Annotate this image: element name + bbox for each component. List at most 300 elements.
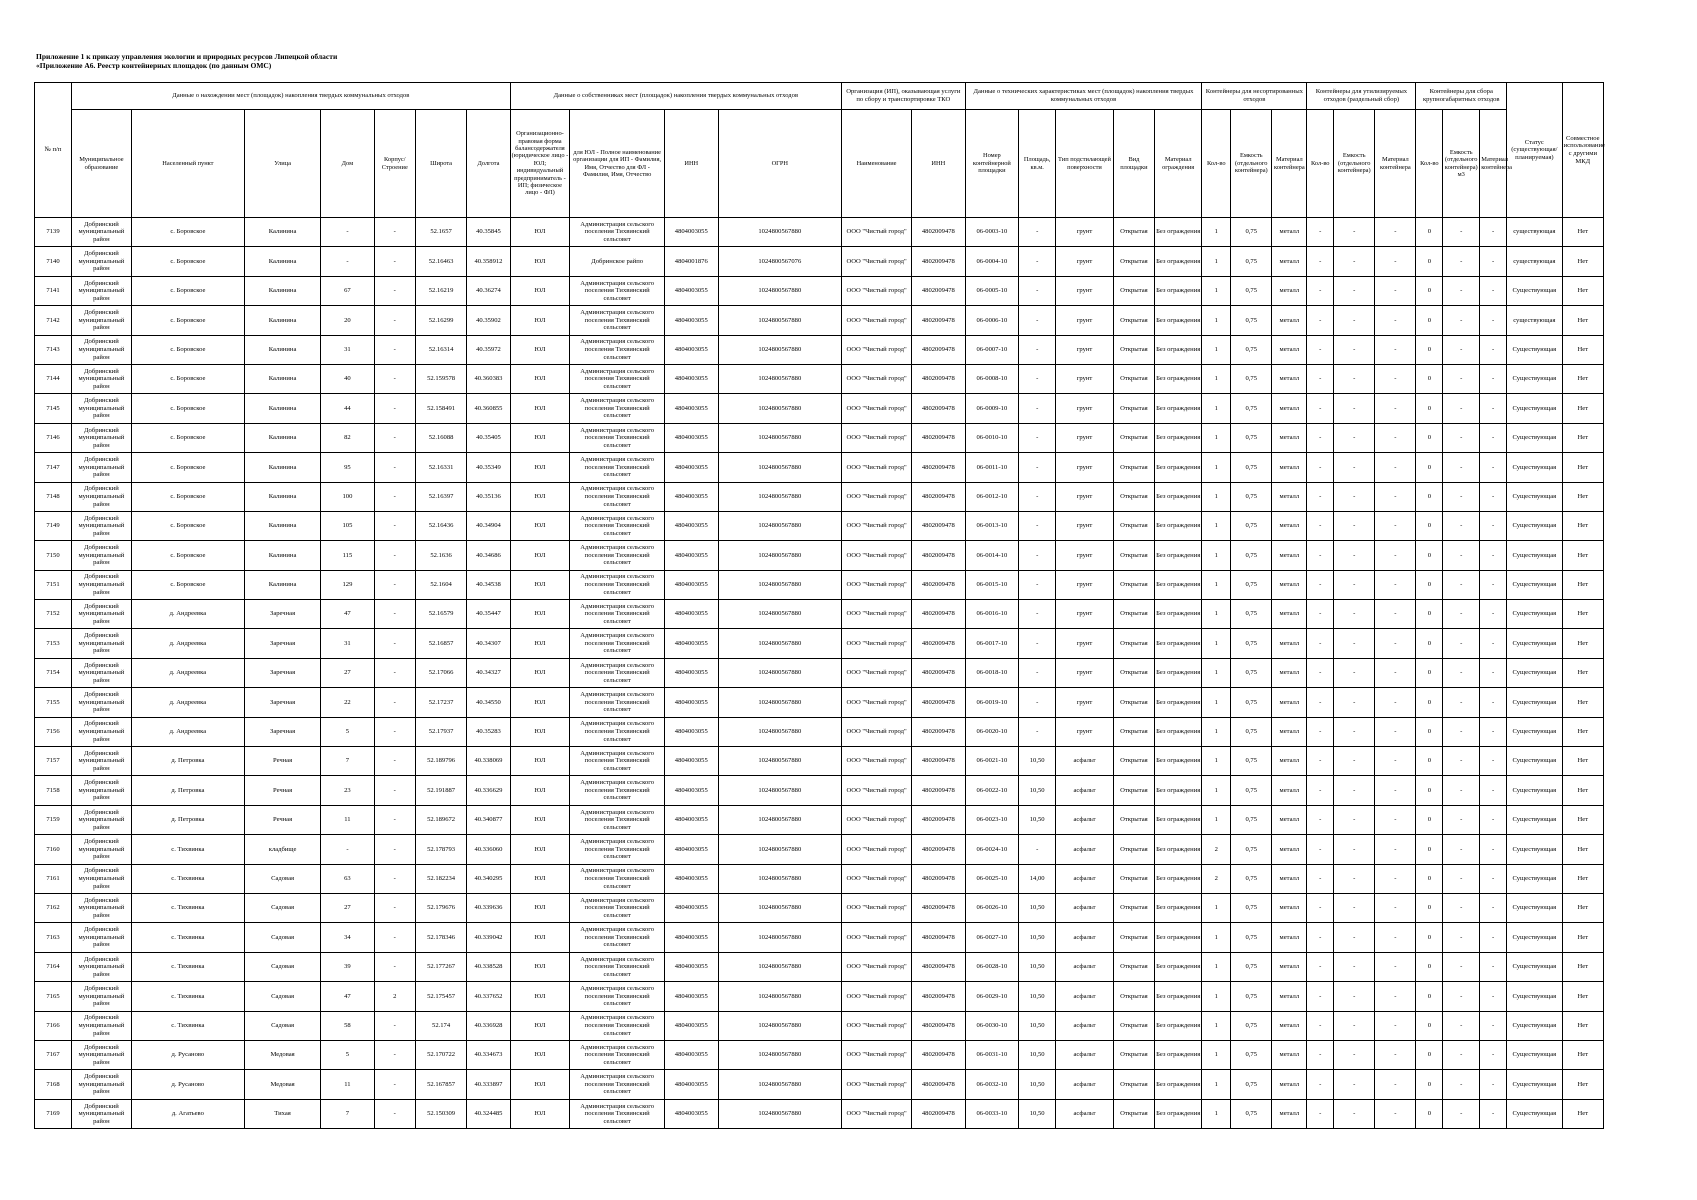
table-cell: 52.16397 bbox=[415, 482, 466, 511]
header-shared: Совместное использование с другими МКД bbox=[1562, 83, 1603, 218]
table-cell: 4802009478 bbox=[912, 570, 966, 599]
table-cell: Администрация сельского поселения Тихвинский сельсовет bbox=[570, 1099, 665, 1128]
table-cell: Без ограждения bbox=[1155, 218, 1202, 247]
table-cell: асфальт bbox=[1056, 1011, 1114, 1040]
table-cell: - bbox=[374, 482, 415, 511]
table-cell: - bbox=[1307, 982, 1334, 1011]
table-cell: Без ограждения bbox=[1155, 747, 1202, 776]
header-bulky-capacity: Емкость (отдельного контейнера) м3 bbox=[1443, 110, 1480, 218]
table-cell: 52.174 bbox=[415, 1011, 466, 1040]
table-cell: 52.178793 bbox=[415, 835, 466, 864]
table-cell: Без ограждения bbox=[1155, 982, 1202, 1011]
table-cell: Администрация сельского поселения Тихвинский сельсовет bbox=[570, 835, 665, 864]
table-cell: металл bbox=[1272, 570, 1307, 599]
table-cell: ООО "Чистый город" bbox=[842, 482, 912, 511]
table-cell: Добринский муниципальный район bbox=[72, 423, 132, 452]
table-cell: Нет bbox=[1562, 394, 1603, 423]
table-cell: 1024800567880 bbox=[718, 218, 842, 247]
table-cell: - bbox=[1443, 423, 1480, 452]
table-cell: Открытая bbox=[1113, 394, 1154, 423]
table-cell: 0,75 bbox=[1231, 541, 1272, 570]
table-cell: Без ограждения bbox=[1155, 364, 1202, 393]
table-cell: 1024800567880 bbox=[718, 923, 842, 952]
table-cell: с. Боровское bbox=[131, 511, 244, 540]
table-cell: 06-0024-10 bbox=[965, 835, 1019, 864]
table-cell: 129 bbox=[321, 570, 375, 599]
table-cell: - bbox=[374, 864, 415, 893]
table-cell: - bbox=[1307, 394, 1334, 423]
table-cell: Открытая bbox=[1113, 629, 1154, 658]
table-cell: - bbox=[1019, 482, 1056, 511]
table-cell: 1 bbox=[1202, 247, 1231, 276]
table-cell: Добринский муниципальный район bbox=[72, 306, 132, 335]
table-cell: Существующая bbox=[1507, 805, 1563, 834]
table-cell: ООО "Чистый город" bbox=[842, 982, 912, 1011]
table-cell: Без ограждения bbox=[1155, 482, 1202, 511]
table-cell: металл bbox=[1272, 1099, 1307, 1128]
table-cell: Существующая bbox=[1507, 600, 1563, 629]
table-cell: 52.16857 bbox=[415, 629, 466, 658]
table-cell: Садовая bbox=[244, 1011, 320, 1040]
table-cell: 44 bbox=[321, 394, 375, 423]
table-cell: 1024800567880 bbox=[718, 482, 842, 511]
table-cell: Существующая bbox=[1507, 747, 1563, 776]
table-cell: 4802009478 bbox=[912, 952, 966, 981]
table-cell: - bbox=[1334, 717, 1375, 746]
table-cell: 40.338069 bbox=[467, 747, 510, 776]
table-cell: 4804003055 bbox=[665, 306, 719, 335]
table-cell: - bbox=[1019, 394, 1056, 423]
table-cell: Без ограждения bbox=[1155, 717, 1202, 746]
table-cell: 7163 bbox=[35, 923, 72, 952]
table-cell: асфальт bbox=[1056, 864, 1114, 893]
table-cell: 0 bbox=[1416, 923, 1443, 952]
table-cell: 31 bbox=[321, 629, 375, 658]
table-cell: - bbox=[1375, 570, 1416, 599]
table-cell: 52.170722 bbox=[415, 1040, 466, 1069]
table-cell: ЮЛ bbox=[510, 1070, 570, 1099]
table-cell: - bbox=[1443, 1099, 1480, 1128]
table-cell: - bbox=[1019, 218, 1056, 247]
table-cell: 06-0017-10 bbox=[965, 629, 1019, 658]
table-cell: 4804003055 bbox=[665, 688, 719, 717]
table-cell: Администрация сельского поселения Тихвинский сельсовет bbox=[570, 864, 665, 893]
table-cell: 06-0020-10 bbox=[965, 717, 1019, 746]
table-cell: 0 bbox=[1416, 864, 1443, 893]
table-cell: 1 bbox=[1202, 364, 1231, 393]
table-cell: 0 bbox=[1416, 276, 1443, 305]
table-cell: д. Андреевка bbox=[131, 688, 244, 717]
header-row-groups bbox=[35, 83, 1604, 110]
table-cell: 4804003055 bbox=[665, 747, 719, 776]
table-cell: 0 bbox=[1416, 394, 1443, 423]
table-cell: - bbox=[1375, 1070, 1416, 1099]
table-cell: Добринский муниципальный район bbox=[72, 1040, 132, 1069]
table-cell: 52.182234 bbox=[415, 864, 466, 893]
table-cell: Открытая bbox=[1113, 864, 1154, 893]
table-cell: 7148 bbox=[35, 482, 72, 511]
table-cell: 1 bbox=[1202, 276, 1231, 305]
header-building: Корпус/Строение bbox=[374, 110, 415, 218]
table-cell: - bbox=[1443, 570, 1480, 599]
table-cell: Нет bbox=[1562, 1040, 1603, 1069]
table-cell: грунт bbox=[1056, 335, 1114, 364]
table-cell: Открытая bbox=[1113, 423, 1154, 452]
table-cell: - bbox=[1375, 629, 1416, 658]
table-cell: Без ограждения bbox=[1155, 453, 1202, 482]
table-cell: Администрация сельского поселения Тихвинский сельсовет bbox=[570, 982, 665, 1011]
table-cell: с. Тихвинка bbox=[131, 1011, 244, 1040]
table-cell: с. Тихвинка bbox=[131, 835, 244, 864]
table-cell: 10,50 bbox=[1019, 982, 1056, 1011]
table-cell: 7147 bbox=[35, 453, 72, 482]
table-cell: металл bbox=[1272, 952, 1307, 981]
table-cell: 0 bbox=[1416, 453, 1443, 482]
table-cell: Медовая bbox=[244, 1070, 320, 1099]
table-cell: Без ограждения bbox=[1155, 952, 1202, 981]
table-row bbox=[35, 1040, 1604, 1069]
table-cell: - bbox=[1307, 218, 1334, 247]
table-cell: 52.16088 bbox=[415, 423, 466, 452]
header-area: Площадь, кв.м. bbox=[1019, 110, 1056, 218]
table-cell: - bbox=[1480, 1040, 1507, 1069]
table-cell: - bbox=[1307, 511, 1334, 540]
table-cell: 1024800567880 bbox=[718, 629, 842, 658]
table-cell: 4804003055 bbox=[665, 511, 719, 540]
table-cell: Администрация сельского поселения Тихвинский сельсовет bbox=[570, 335, 665, 364]
table-cell: - bbox=[374, 688, 415, 717]
table-row bbox=[35, 629, 1604, 658]
table-cell: металл bbox=[1272, 982, 1307, 1011]
table-cell: 1 bbox=[1202, 776, 1231, 805]
table-cell: 1 bbox=[1202, 394, 1231, 423]
table-cell: - bbox=[1375, 747, 1416, 776]
table-row bbox=[35, 717, 1604, 746]
table-cell: металл bbox=[1272, 864, 1307, 893]
table-cell: с. Боровское bbox=[131, 306, 244, 335]
table-cell: 40.35349 bbox=[467, 453, 510, 482]
table-cell: - bbox=[1307, 717, 1334, 746]
table-cell: 34 bbox=[321, 923, 375, 952]
table-cell: ООО "Чистый город" bbox=[842, 747, 912, 776]
table-cell: 1 bbox=[1202, 423, 1231, 452]
table-cell: 7165 bbox=[35, 982, 72, 1011]
table-cell: Администрация сельского поселения Тихвинский сельсовет bbox=[570, 747, 665, 776]
table-cell: 06-0026-10 bbox=[965, 893, 1019, 922]
table-cell: Администрация сельского поселения Тихвинский сельсовет bbox=[570, 688, 665, 717]
table-cell: - bbox=[1334, 247, 1375, 276]
table-cell: д. Петровка bbox=[131, 805, 244, 834]
table-cell: Садовая bbox=[244, 952, 320, 981]
table-cell: - bbox=[1307, 364, 1334, 393]
table-cell: 7164 bbox=[35, 952, 72, 981]
table-cell: - bbox=[1480, 952, 1507, 981]
table-cell: ООО "Чистый город" bbox=[842, 218, 912, 247]
table-cell: - bbox=[1334, 218, 1375, 247]
table-cell: Нет bbox=[1562, 364, 1603, 393]
table-row bbox=[35, 394, 1604, 423]
heading-line-1: Приложение 1 к приказу управления экологии и природных ресурсов Липецкой области bbox=[36, 52, 338, 61]
table-cell: - bbox=[1375, 658, 1416, 687]
table-cell: Добринский муниципальный район bbox=[72, 1070, 132, 1099]
table-cell: 0 bbox=[1416, 747, 1443, 776]
table-row bbox=[35, 276, 1604, 305]
table-cell: с. Боровское bbox=[131, 453, 244, 482]
table-cell: - bbox=[1019, 306, 1056, 335]
table-cell: Калинина bbox=[244, 482, 320, 511]
table-cell: 0,75 bbox=[1231, 658, 1272, 687]
table-cell: 06-0018-10 bbox=[965, 658, 1019, 687]
table-cell: - bbox=[1375, 717, 1416, 746]
table-cell: 10,50 bbox=[1019, 952, 1056, 981]
table-cell: Добринский муниципальный район bbox=[72, 570, 132, 599]
table-cell: 0 bbox=[1416, 570, 1443, 599]
table-cell: ЮЛ bbox=[510, 717, 570, 746]
table-cell: - bbox=[374, 511, 415, 540]
table-cell: 52.1636 bbox=[415, 541, 466, 570]
table-cell: 1 bbox=[1202, 541, 1231, 570]
table-cell: - bbox=[1480, 600, 1507, 629]
table-cell: Существующая bbox=[1507, 276, 1563, 305]
table-cell: - bbox=[1307, 776, 1334, 805]
table-cell: - bbox=[1480, 717, 1507, 746]
table-cell: - bbox=[1480, 805, 1507, 834]
table-cell: - bbox=[1375, 394, 1416, 423]
table-cell: - bbox=[1334, 835, 1375, 864]
table-cell: Открытая bbox=[1113, 805, 1154, 834]
table-cell: - bbox=[1334, 658, 1375, 687]
header-group-location: Данные о нахождении мест (площадок) накопления твердых коммунальных отходов bbox=[72, 83, 511, 110]
header-recycle-capacity: Емкость (отдельного контейнера) bbox=[1334, 110, 1375, 218]
table-cell: 40.34327 bbox=[467, 658, 510, 687]
table-cell: 1024800567880 bbox=[718, 688, 842, 717]
header-street: Улица bbox=[244, 110, 320, 218]
table-cell: 1024800567880 bbox=[718, 1040, 842, 1069]
table-cell: ЮЛ bbox=[510, 394, 570, 423]
table-cell: - bbox=[1334, 1040, 1375, 1069]
table-cell: 1024800567880 bbox=[718, 423, 842, 452]
table-cell: с. Боровское bbox=[131, 394, 244, 423]
table-cell: - bbox=[1307, 835, 1334, 864]
table-cell: ЮЛ bbox=[510, 629, 570, 658]
table-cell: 40.35972 bbox=[467, 335, 510, 364]
table-cell: Открытая bbox=[1113, 982, 1154, 1011]
table-cell: 11 bbox=[321, 1070, 375, 1099]
table-cell: - bbox=[1019, 453, 1056, 482]
table-cell: 7141 bbox=[35, 276, 72, 305]
table-cell: 1 bbox=[1202, 570, 1231, 599]
table-cell: 06-0033-10 bbox=[965, 1099, 1019, 1128]
table-cell: 1024800567880 bbox=[718, 276, 842, 305]
table-cell: - bbox=[1375, 1011, 1416, 1040]
table-cell: 06-0032-10 bbox=[965, 1070, 1019, 1099]
table-cell: 7155 bbox=[35, 688, 72, 717]
table-cell: Существующая bbox=[1507, 511, 1563, 540]
table-cell: 06-0007-10 bbox=[965, 335, 1019, 364]
table-cell: 4802009478 bbox=[912, 982, 966, 1011]
table-cell: 7143 bbox=[35, 335, 72, 364]
table-cell: Нет bbox=[1562, 570, 1603, 599]
table-cell: Без ограждения bbox=[1155, 1099, 1202, 1128]
table-cell: Калинина bbox=[244, 364, 320, 393]
table-cell: Добринский муниципальный район bbox=[72, 688, 132, 717]
table-cell: 2 bbox=[374, 982, 415, 1011]
table-row bbox=[35, 482, 1604, 511]
table-cell: Существующая bbox=[1507, 776, 1563, 805]
table-cell: Открытая bbox=[1113, 688, 1154, 717]
table-cell: металл bbox=[1272, 511, 1307, 540]
table-cell: - bbox=[1480, 394, 1507, 423]
table-cell: 1024800567880 bbox=[718, 541, 842, 570]
table-cell: Нет bbox=[1562, 688, 1603, 717]
table-cell: - bbox=[1443, 511, 1480, 540]
table-row bbox=[35, 1011, 1604, 1040]
table-cell: грунт bbox=[1056, 688, 1114, 717]
header-group-bulky: Контейнеры для сбора крупногабаритных отходов bbox=[1416, 83, 1507, 110]
table-cell: - bbox=[1334, 1070, 1375, 1099]
table-cell: 7157 bbox=[35, 747, 72, 776]
table-cell: 82 bbox=[321, 423, 375, 452]
table-cell: Добринский муниципальный район bbox=[72, 629, 132, 658]
table-cell: 4802009478 bbox=[912, 864, 966, 893]
table-cell: 0,75 bbox=[1231, 511, 1272, 540]
table-cell: 06-0008-10 bbox=[965, 364, 1019, 393]
table-cell: 0,75 bbox=[1231, 776, 1272, 805]
table-cell: 06-0021-10 bbox=[965, 747, 1019, 776]
table-cell: - bbox=[1375, 688, 1416, 717]
table-cell: Нет bbox=[1562, 276, 1603, 305]
table-cell: 4804003055 bbox=[665, 717, 719, 746]
table-cell: Медовая bbox=[244, 1040, 320, 1069]
table-cell: металл bbox=[1272, 276, 1307, 305]
table-cell: Нет bbox=[1562, 335, 1603, 364]
table-cell: 7144 bbox=[35, 364, 72, 393]
table-cell: металл bbox=[1272, 629, 1307, 658]
registry-table bbox=[34, 82, 1604, 1129]
table-cell: 40.35447 bbox=[467, 600, 510, 629]
table-cell: - bbox=[374, 1099, 415, 1128]
table-cell: - bbox=[374, 364, 415, 393]
table-cell: 0 bbox=[1416, 247, 1443, 276]
table-cell: 0,75 bbox=[1231, 364, 1272, 393]
table-cell: грунт bbox=[1056, 541, 1114, 570]
table-cell: - bbox=[1019, 600, 1056, 629]
table-cell: 0,75 bbox=[1231, 952, 1272, 981]
table-cell: - bbox=[1375, 423, 1416, 452]
table-cell: 4804003055 bbox=[665, 629, 719, 658]
table-cell: Открытая bbox=[1113, 364, 1154, 393]
table-cell: 06-0031-10 bbox=[965, 1040, 1019, 1069]
table-cell: 06-0006-10 bbox=[965, 306, 1019, 335]
table-cell: Калинина bbox=[244, 394, 320, 423]
table-cell: ООО "Чистый город" bbox=[842, 600, 912, 629]
table-cell: - bbox=[1307, 1011, 1334, 1040]
table-cell: металл bbox=[1272, 717, 1307, 746]
table-cell: Добринский муниципальный район bbox=[72, 276, 132, 305]
table-cell: металл bbox=[1272, 776, 1307, 805]
table-cell: 1024800567880 bbox=[718, 394, 842, 423]
table-cell: Существующая bbox=[1507, 982, 1563, 1011]
table-cell: Существующая bbox=[1507, 1040, 1563, 1069]
table-cell: 4802009478 bbox=[912, 511, 966, 540]
table-cell: 1024800567880 bbox=[718, 570, 842, 599]
table-cell: Нет bbox=[1562, 776, 1603, 805]
table-cell: Садовая bbox=[244, 982, 320, 1011]
table-cell: ЮЛ bbox=[510, 570, 570, 599]
table-cell: Речная bbox=[244, 776, 320, 805]
table-cell: Садовая bbox=[244, 864, 320, 893]
table-cell: 4804003055 bbox=[665, 218, 719, 247]
table-row bbox=[35, 982, 1604, 1011]
table-cell: ЮЛ bbox=[510, 276, 570, 305]
table-cell: с. Тихвинка bbox=[131, 952, 244, 981]
table-cell: - bbox=[321, 247, 375, 276]
table-cell: - bbox=[1480, 247, 1507, 276]
table-row bbox=[35, 570, 1604, 599]
table-cell: 0,75 bbox=[1231, 423, 1272, 452]
table-cell: Заречная bbox=[244, 658, 320, 687]
table-cell: Добринский муниципальный район bbox=[72, 717, 132, 746]
table-cell: 4804003055 bbox=[665, 335, 719, 364]
table-cell: - bbox=[1480, 864, 1507, 893]
table-cell: Калинина bbox=[244, 218, 320, 247]
table-cell: 40.360383 bbox=[467, 364, 510, 393]
table-cell: ООО "Чистый город" bbox=[842, 306, 912, 335]
table-cell: Без ограждения bbox=[1155, 688, 1202, 717]
table-cell: - bbox=[1307, 658, 1334, 687]
table-cell: 31 bbox=[321, 335, 375, 364]
table-cell: ЮЛ bbox=[510, 835, 570, 864]
table-cell: 52.16219 bbox=[415, 276, 466, 305]
table-cell: - bbox=[374, 923, 415, 952]
table-cell: ООО "Чистый город" bbox=[842, 1070, 912, 1099]
table-cell: 1 bbox=[1202, 600, 1231, 629]
table-cell: 0,75 bbox=[1231, 335, 1272, 364]
table-cell: Нет bbox=[1562, 629, 1603, 658]
table-cell: 7160 bbox=[35, 835, 72, 864]
table-cell: д. Русаново bbox=[131, 1040, 244, 1069]
table-cell: - bbox=[374, 276, 415, 305]
table-cell: Нет bbox=[1562, 835, 1603, 864]
table-cell: Калинина bbox=[244, 511, 320, 540]
table-cell: 4804003055 bbox=[665, 600, 719, 629]
table-cell: ЮЛ bbox=[510, 893, 570, 922]
table-cell: - bbox=[1307, 276, 1334, 305]
table-cell: - bbox=[1443, 218, 1480, 247]
table-cell: ООО "Чистый город" bbox=[842, 247, 912, 276]
table-cell: 0 bbox=[1416, 364, 1443, 393]
table-cell: 1 bbox=[1202, 482, 1231, 511]
table-cell: Нет bbox=[1562, 952, 1603, 981]
table-cell: асфальт bbox=[1056, 893, 1114, 922]
table-cell: - bbox=[374, 1011, 415, 1040]
table-cell: - bbox=[1307, 864, 1334, 893]
table-cell: 0 bbox=[1416, 541, 1443, 570]
table-cell: Добринский муниципальный район bbox=[72, 364, 132, 393]
table-cell: ЮЛ bbox=[510, 218, 570, 247]
table-cell: - bbox=[1443, 864, 1480, 893]
table-cell: - bbox=[1307, 893, 1334, 922]
table-cell: грунт bbox=[1056, 600, 1114, 629]
table-cell: Без ограждения bbox=[1155, 570, 1202, 599]
table-cell: грунт bbox=[1056, 276, 1114, 305]
table-cell: 1024800567880 bbox=[718, 1099, 842, 1128]
table-cell: Открытая bbox=[1113, 306, 1154, 335]
table-cell: 0 bbox=[1416, 982, 1443, 1011]
table-cell: ООО "Чистый город" bbox=[842, 394, 912, 423]
table-cell: 06-0013-10 bbox=[965, 511, 1019, 540]
table-cell: - bbox=[1443, 717, 1480, 746]
